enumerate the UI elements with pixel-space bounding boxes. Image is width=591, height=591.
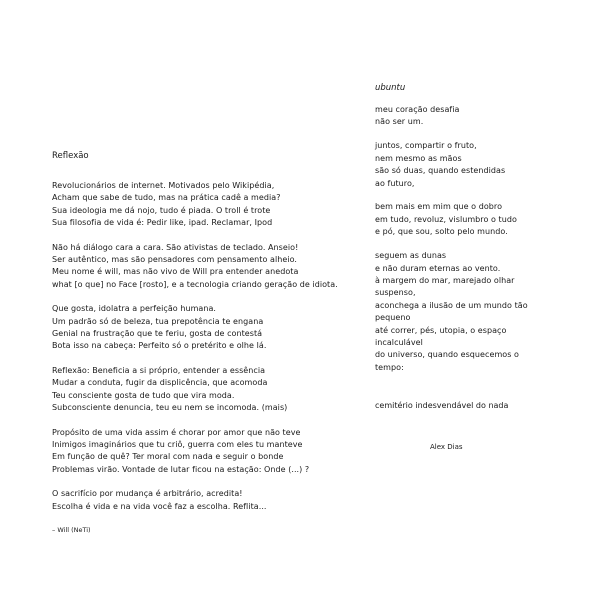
poem-line: Inimigos imaginários que tu criô, guerra com eles tu manteve [52,439,303,449]
poem-title: ubuntu [375,83,406,93]
poem-line: tempo: [375,362,404,372]
poem-line: Em função de quê? Ter moral com nada e seguir o bonde [52,452,284,462]
poem-line: em tudo, revoluz, vislumbro o tudo [375,214,517,224]
poem-line: O sacrifício por mudança é arbitrário, acredita! [52,489,243,499]
stanza [52,365,352,415]
poem-reflexao [52,150,352,535]
poem-line: seguem as dunas [375,251,447,261]
poem-line: Problemas virão. Vontade de lutar ficou na estação: Onde (...) ? [52,464,310,474]
poem-line: pequeno [375,313,411,323]
poem-line: Teu consciente gosta de tudo que vira moda. [52,390,235,400]
poem-line: aconchega a ilusão de um mundo tão [375,300,528,310]
poem-line: e não duram eternas ao vento. [375,263,501,273]
stanza [52,488,352,513]
poem-line: bem mais em mim que o dobro [375,202,503,212]
poem-line: Sua filosofia de vida é: Pedir like, ipad. Reclamar, Ipod [52,218,273,228]
poem-line: suspenso, [375,288,416,298]
stanza [52,242,352,292]
poem-line: até correr, pés, utopia, o espaço [375,325,507,335]
poem-line: Bota isso na cabeça: Perfeito só o pretérito e olhe lá. [52,341,267,351]
poem-line: Sua ideologia me dá nojo, tudo é piada. O troll é trote [52,205,271,215]
stanza [52,180,352,230]
poem-line: meu coração desafia [375,105,460,114]
poem-line: Meu nome é will, mas não vivo de Will pra entender anedota [52,267,299,277]
poem-line: e pó, que sou, solto pelo mundo. [375,227,508,237]
poem-title: Reflexão [52,151,89,161]
poem-line: nem mesmo as mãos [375,153,462,163]
poem-line: what [o que] no Face [rosto], e a tecnologia criando geração de idiota. [52,279,338,289]
stanza [375,201,535,238]
poem-signature: – Will (NeTi) [52,525,91,534]
poem-line: Acham que sabe de tudo, mas na prática cadê a media? [52,193,281,203]
poem-line: Não há diálogo cara a cara. São ativistas de teclado. Anseio! [52,242,299,252]
poem-line: juntos, compartir o fruto, [375,141,477,151]
poem-line: Que gosta, idolatra a perfeição humana. [52,304,217,314]
poem-line: Escolha é vida e na vida você faz a escolha. Reflita... [52,501,267,511]
poem-line: incalculável [375,338,423,347]
poem-ubuntu [375,82,535,452]
poem-line: à margem do mar, marejado olhar [375,275,515,285]
stanza [52,427,352,477]
stanza [375,104,535,129]
stanza [375,250,535,374]
poem-line: Reflexão: Beneficia a si próprio, entender a essência [52,365,266,375]
poem-line: Propósito de uma vida assim é chorar por amor que não teve [52,427,301,437]
poem-line: Mudar a conduta, fugir da displicência, que acomoda [52,378,268,388]
poem-line: são só duas, quando estendidas [375,166,506,176]
poem-line: Genial na frustração que te feriu, gosta de contestá [52,329,263,339]
poem-line: do universo, quando esquecemos o [375,350,519,360]
poem-line: não ser um. [375,117,424,127]
stanza [375,140,535,190]
poem-line: Um padrão só de beleza, tua prepotência te engana [52,316,264,326]
poem-closing-line: cemitério indesvendável do nada [375,401,509,411]
poem-line: Subconsciente denuncia, teu eu nem se incomoda. (mais) [52,403,288,413]
poem-line: Revolucionários de internet. Motivados pelo Wikipédia, [52,181,275,190]
poem-signature: Alex Dias [430,443,463,452]
poem-line: ao futuro, [375,178,415,188]
stanza [52,303,352,353]
poem-line: Ser autêntico, mas são pensadores com pensamento alheio. [52,255,298,265]
